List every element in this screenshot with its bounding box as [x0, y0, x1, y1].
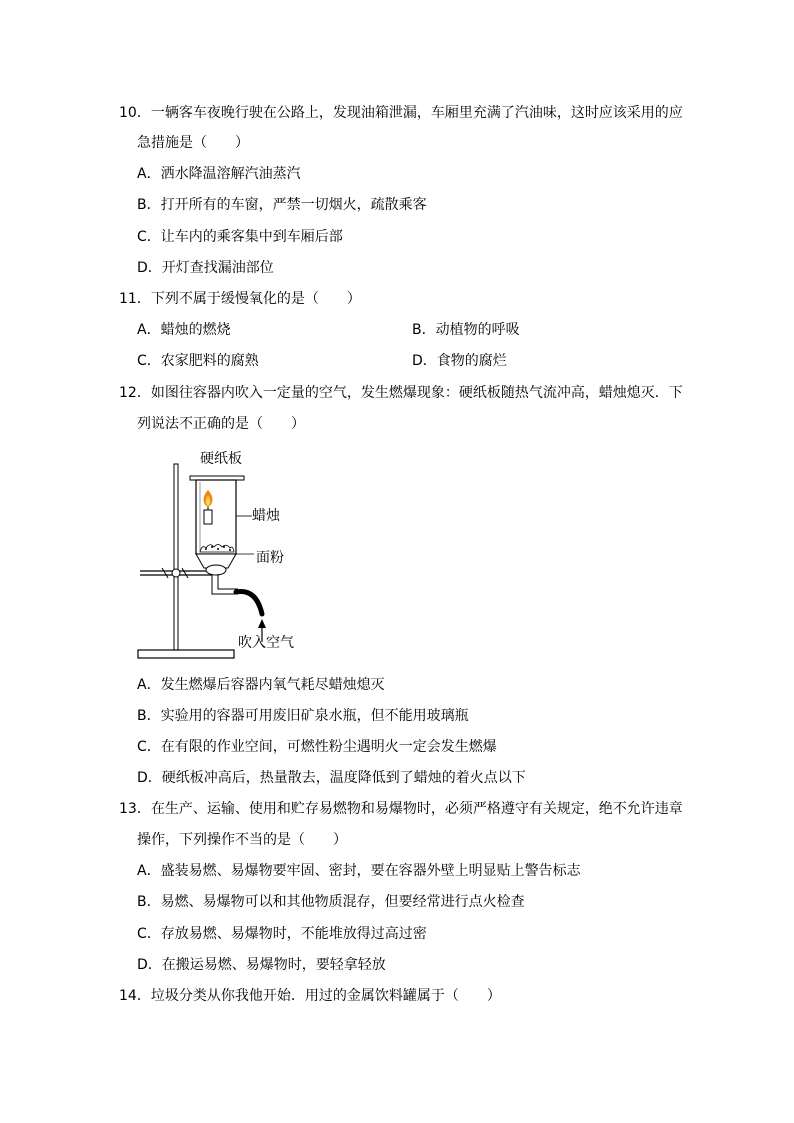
- q10-option-d: D．开灯查找漏油部位: [137, 260, 274, 276]
- q12-option-b: B．实验用的容器可用废旧矿泉水瓶，但不能用玻璃瓶: [137, 708, 469, 724]
- q12-stem-line1: 12．如图往容器内吹入一定量的空气，发生燃爆现象：硬纸板随热气流冲高，蜡烛熄灭．下: [119, 385, 683, 401]
- q13-stem-line2: 操作，下列操作不当的是（ ）: [137, 832, 347, 848]
- apparatus-drawing: [132, 446, 312, 664]
- q10-stem-line1: 10．一辆客车夜晚行驶在公路上，发现油箱泄漏，车厢里充满了汽油味，这时应该采用的应: [119, 105, 683, 121]
- q12-option-c: C．在有限的作业空间，可燃性粉尘遇明火一定会发生燃爆: [137, 739, 497, 755]
- q11-option-b: B．动植物的呼吸: [412, 322, 520, 338]
- q11-option-d: D．食物的腐烂: [412, 353, 507, 369]
- q11-option-a: A．蜡烛的燃烧: [137, 322, 231, 338]
- candle-body: [204, 510, 212, 524]
- clamp-screw: [172, 569, 180, 577]
- q10-stem-line2: 急措施是（ ）: [137, 135, 249, 151]
- cardboard: [190, 476, 244, 480]
- label-flour: 面粉: [256, 550, 284, 566]
- label-cardboard: 硬纸板: [200, 451, 242, 467]
- stand-rod: [174, 464, 178, 652]
- q14-stem-line1: 14．垃圾分类从你我他开始．用过的金属饮料罐属于（ ）: [119, 988, 501, 1004]
- q11-option-c: C．农家肥料的腐熟: [137, 353, 259, 369]
- q13-option-b: B．易燃、易爆物可以和其他物质混存，但要经常进行点火检查: [137, 894, 525, 910]
- q13-option-a: A．盛装易燃、易爆物要牢固、密封，要在容器外壁上明显贴上警告标志: [137, 863, 581, 879]
- q12-option-d: D．硬纸板冲高后，热量散去，温度降低到了蜡烛的着火点以下: [137, 770, 526, 786]
- q10-option-c: C．让车内的乘客集中到车厢后部: [137, 229, 343, 245]
- q13-option-d: D．在搬运易燃、易爆物时，要轻拿轻放: [137, 957, 386, 973]
- q10-option-b: B．打开所有的车窗，严禁一切烟火，疏散乘客: [137, 197, 427, 213]
- label-blow-air: 吹入空气: [238, 635, 294, 651]
- q13-option-c: C．存放易燃、易爆物时，不能堆放得过高过密: [137, 926, 427, 942]
- stand-base: [138, 650, 234, 658]
- q12-apparatus-figure: [132, 446, 312, 664]
- container: [196, 480, 236, 554]
- q12-option-a: A．发生燃爆后容器内氧气耗尽蜡烛熄灭: [137, 677, 385, 693]
- q13-stem-line1: 13．在生产、运输、使用和贮存易燃物和易爆物时，必须严格遵守有关规定，绝不允许违章: [119, 801, 683, 817]
- rubber-hose: [236, 591, 262, 614]
- label-candle: 蜡烛: [252, 508, 280, 524]
- q11-stem-line1: 11．下列不属于缓慢氧化的是（ ）: [119, 291, 361, 307]
- q12-stem-line2: 列说法不正确的是（ ）: [137, 416, 305, 432]
- q10-option-a: A．洒水降温溶解汽油蒸汽: [137, 166, 301, 182]
